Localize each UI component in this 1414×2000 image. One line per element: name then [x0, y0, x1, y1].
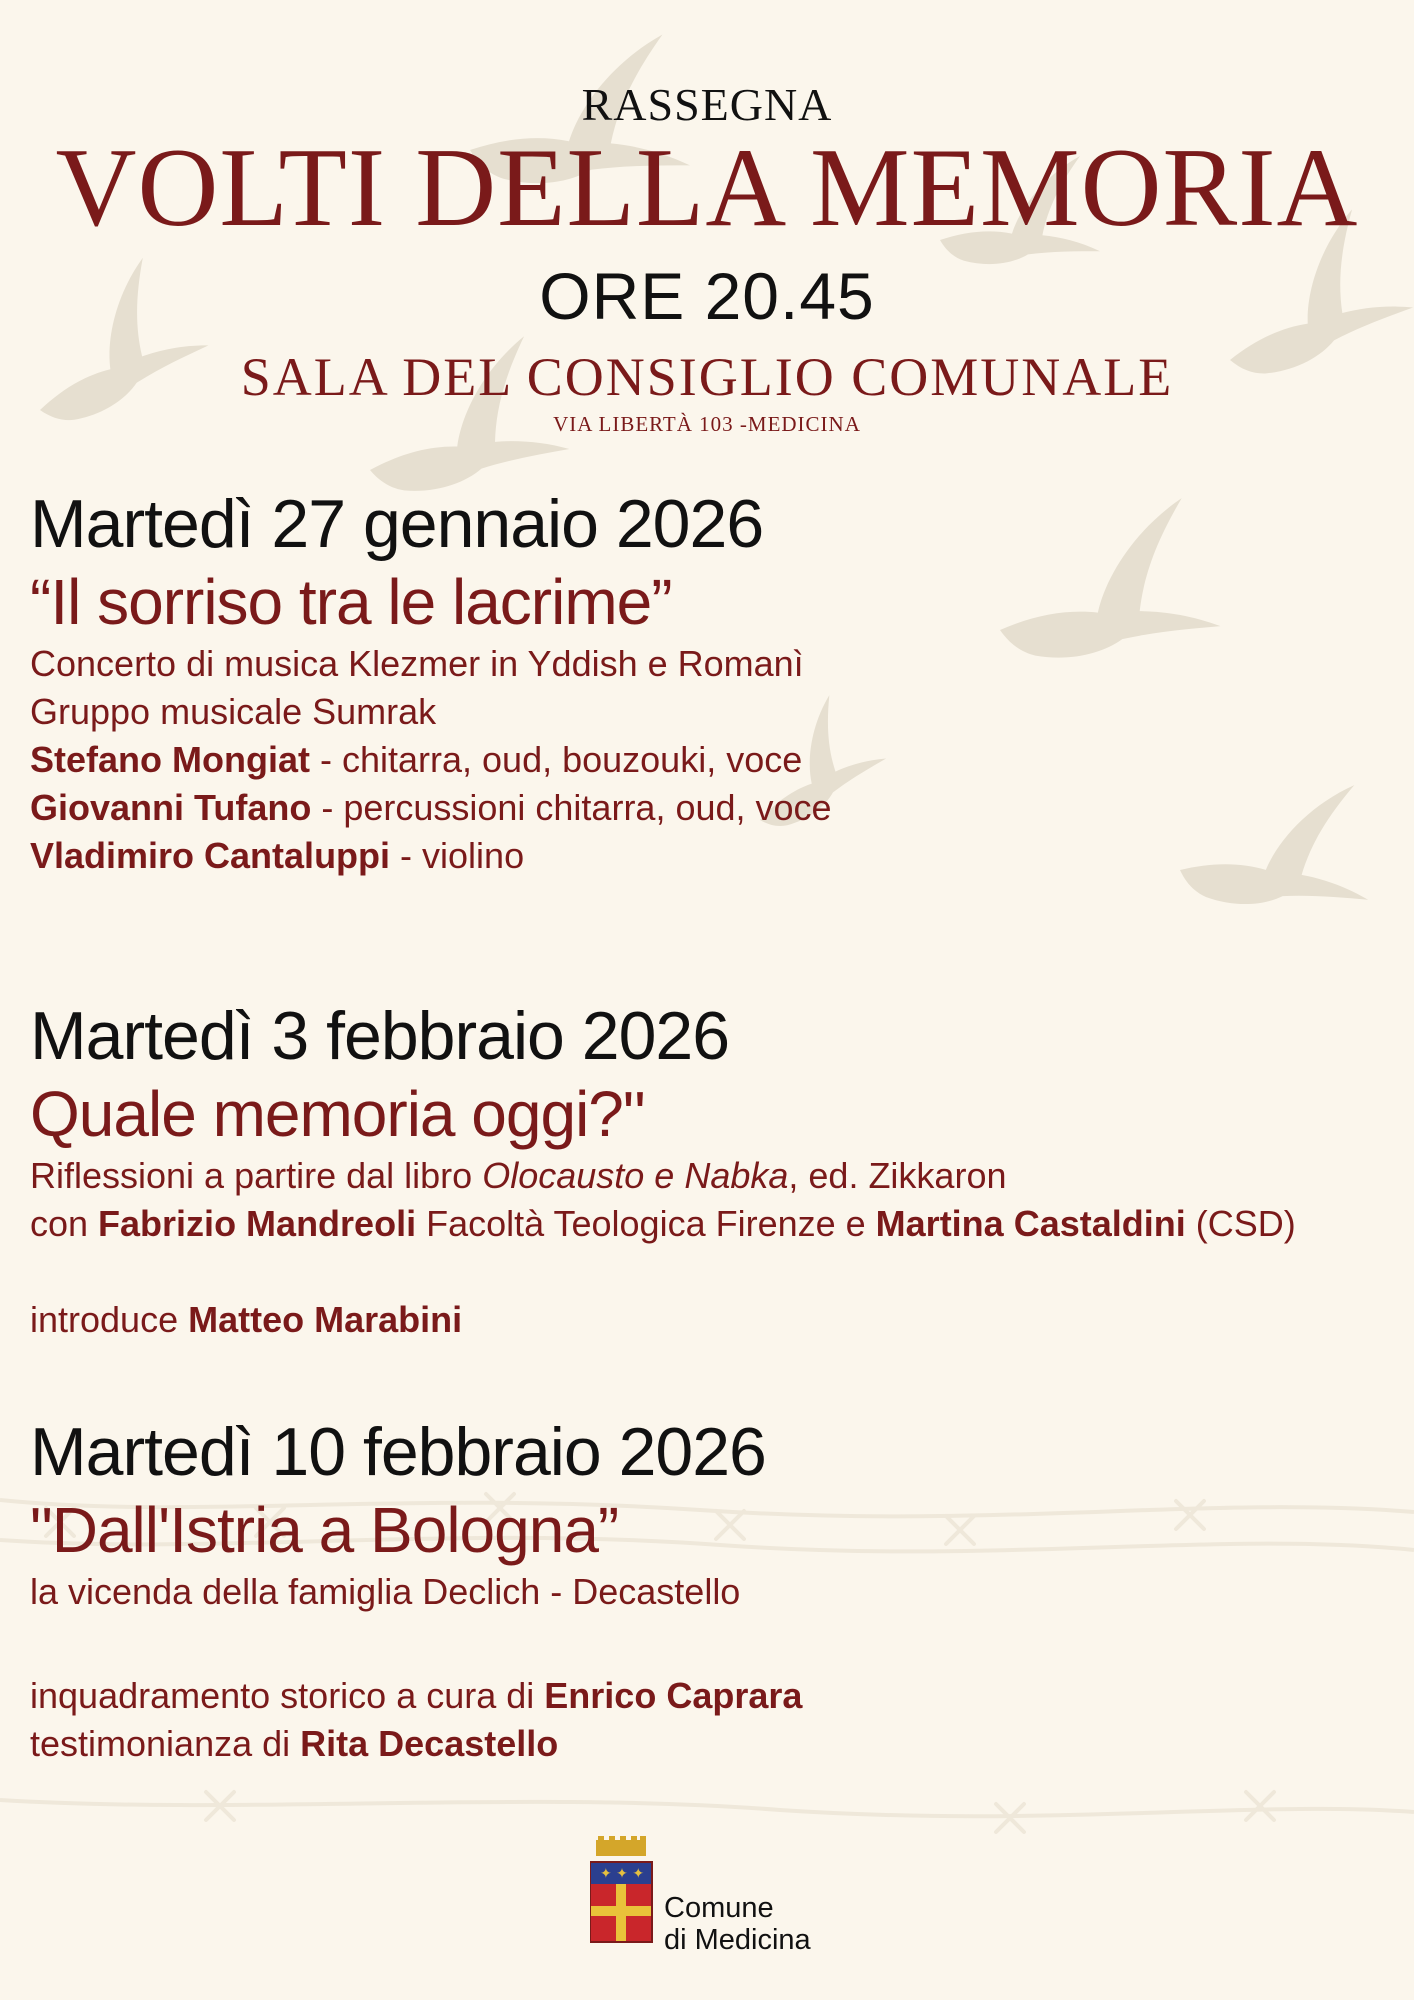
performer	[30, 784, 1390, 832]
historian-name: Enrico Caprara	[544, 1675, 803, 1716]
event-title: Quale memoria oggi?"	[30, 1078, 645, 1150]
event-date: Martedì 3 febbraio 2026	[30, 998, 730, 1074]
venue: SALA DEL CONSIGLIO COMUNALE	[240, 347, 1174, 407]
event-date: Martedì 10 febbraio 2026	[30, 1414, 766, 1490]
event-description	[30, 1152, 1390, 1200]
introducer-label: introduce	[30, 1299, 189, 1340]
introducer-name: Matteo Marabini	[188, 1299, 463, 1340]
witness-name: Rita Decastello	[300, 1723, 559, 1764]
event-date: Martedì 27 gennaio 2026	[30, 486, 764, 562]
event-time: ORE 20.45	[539, 259, 875, 333]
historian-label: inquadramento storico a cura di	[30, 1675, 545, 1716]
event-description: la vicenda della famiglia Declich - Decastello	[30, 1571, 741, 1612]
event-title: "Dall'Istria a Bologna”	[30, 1494, 619, 1566]
municipality-line-1: Comune	[664, 1892, 774, 1924]
description-prefix: Riflessioni a partire dal libro	[30, 1155, 483, 1196]
performer	[30, 832, 1390, 880]
series-label: RASSEGNA	[581, 79, 833, 130]
venue-address: VIA LIBERTÀ 103 -MEDICINA	[553, 412, 861, 436]
introducer	[30, 1296, 1390, 1344]
speakers-prefix: con	[30, 1203, 99, 1244]
event-title: “Il sorriso tra le lacrime”	[30, 566, 672, 638]
description-suffix: , ed. Zikkaron	[788, 1155, 1007, 1196]
performer-role: - chitarra, oud, bouzouki, voce	[309, 739, 803, 780]
performer-name: Giovanni Tufano	[30, 787, 312, 828]
event-group: Gruppo musicale Sumrak	[30, 691, 437, 732]
historian	[30, 1672, 1390, 1720]
performer-name: Stefano Mongiat	[30, 739, 310, 780]
performer-name: Vladimiro Cantaluppi	[30, 835, 391, 876]
municipality-name	[664, 1892, 811, 1956]
speaker-affiliation: (CSD)	[1185, 1203, 1296, 1244]
svg-text:✦ ✦ ✦: ✦ ✦ ✦	[600, 1866, 645, 1882]
speakers	[30, 1200, 1390, 1248]
performer-role: - percussioni chitarra, oud, voce	[311, 787, 832, 828]
speaker-name: Martina Castaldini	[875, 1203, 1186, 1244]
event-description: Concerto di musica Klezmer in Yddish e Romanì	[30, 643, 804, 684]
witness-label: testimonianza di	[30, 1723, 301, 1764]
witness	[30, 1720, 1390, 1768]
performer	[30, 736, 1390, 784]
book-title: Olocausto e Nabka	[482, 1155, 789, 1196]
event-2	[30, 996, 1390, 1344]
event-3	[30, 1412, 1390, 1768]
performer-role: - violino	[390, 835, 525, 876]
speaker-name: Fabrizio Mandreoli	[98, 1203, 417, 1244]
speaker-affiliation: Facoltà Teologica Firenze e	[416, 1203, 876, 1244]
event-1	[30, 484, 1390, 880]
main-title: VOLTI DELLA MEMORIA	[55, 126, 1359, 250]
municipality-line-2: di Medicina	[664, 1924, 811, 1956]
